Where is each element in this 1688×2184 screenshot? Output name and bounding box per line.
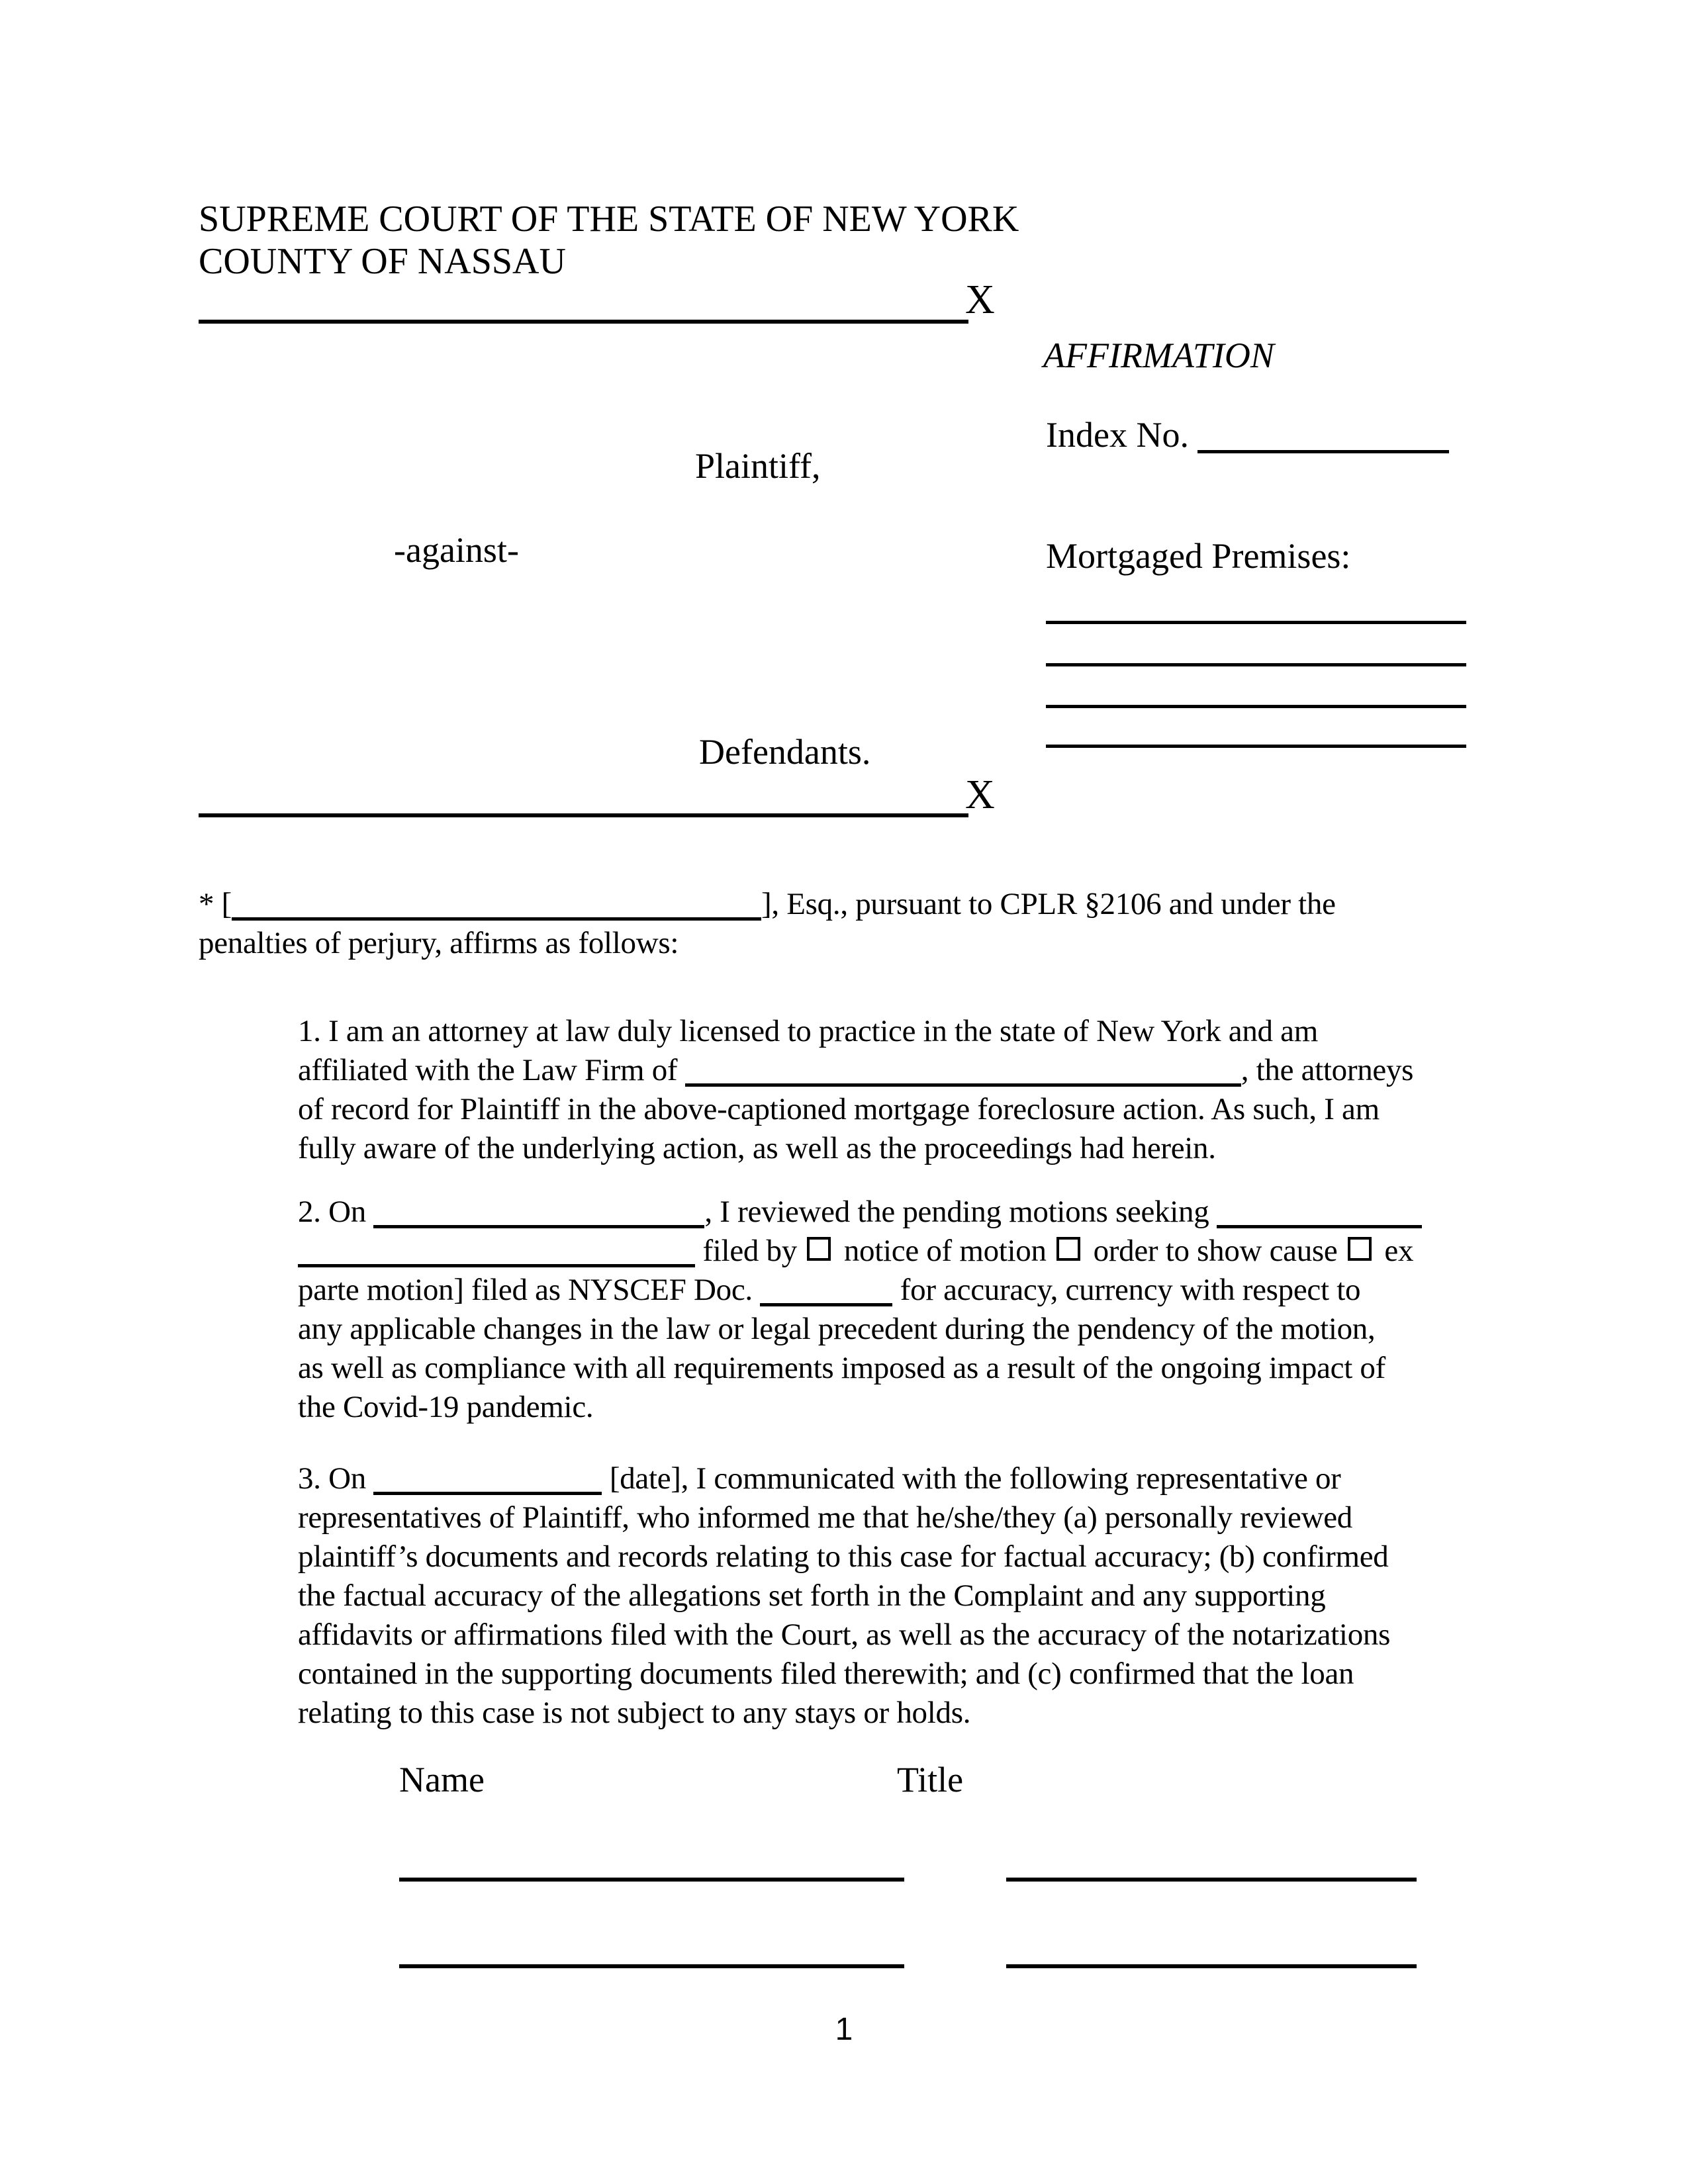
rep-title-line[interactable]: [1006, 1964, 1417, 1968]
caption-rule-top: [199, 320, 968, 324]
index-no-line: Index No.: [1046, 414, 1449, 455]
rep-name-line[interactable]: [399, 1964, 904, 1968]
paragraph-3: 3. On [date], I communicated with the following representative or representatives of Plaintiff, who informed me that he/she/they (a) personally reviewed plaintiff’s documents and records relating to this case for factual accuracy; (b) confirmed the factual accuracy of the allegations set forth in the Complaint and any supporting affidavits or affirmations filed with the Court, as well as the accuracy of the notarizations contained in the supporting documents filed therewith; and (c) confirmed that the loan relating to this case is not subject to any stays or holds.: [298, 1461, 1391, 1730]
premises-blank-line[interactable]: [1046, 621, 1466, 624]
premises-blank-line[interactable]: [1046, 705, 1466, 708]
caption-rule-bottom: [199, 813, 968, 817]
plaintiff-label: Plaintiff,: [695, 446, 821, 486]
premises-blank-line[interactable]: [1046, 663, 1466, 666]
fill-in-blank[interactable]: [298, 1256, 695, 1267]
premises-blank-line[interactable]: [1046, 745, 1466, 748]
checkbox[interactable]: [807, 1237, 831, 1261]
fill-in-blank[interactable]: [1197, 442, 1449, 453]
rep-name-line[interactable]: [399, 1878, 904, 1882]
county-title: COUNTY OF NASSAU: [199, 241, 566, 282]
name-column-header: Name: [399, 1760, 485, 1799]
fill-in-blank[interactable]: [685, 1075, 1241, 1087]
fill-in-blank[interactable]: [1217, 1217, 1422, 1228]
caption-x-bottom: X: [965, 772, 995, 817]
fill-in-blank[interactable]: [760, 1295, 892, 1306]
court-title: SUPREME COURT OF THE STATE OF NEW YORK: [199, 199, 1019, 240]
paragraph-2: 2. On , I reviewed the pending motions seeking filed by notice of motion order to show cause ex parte motion] filed as NYSCEF Doc. for accuracy, currency with respect to any applicable changes in the law or legal precedent during the pendency of the motion, as well as compliance with all requirements imposed as a result of the ongoing impact of the Covid-19 pandemic.: [298, 1193, 1622, 1427]
paragraph-1: 1. I am an attorney at law duly licensed to practice in the state of New York and am affiliated with the Law Firm of , the attorneys of record for Plaintiff in the above-captioned mortgage foreclosure action. As such, I am fully aware of the underlying action, as well as the proceedings had herein.: [298, 1014, 1414, 1165]
checkbox[interactable]: [1056, 1237, 1080, 1261]
opening-paragraph: * [ ], Esq., pursuant to CPLR §2106 and under the penalties of perjury, affirms as follows:: [199, 887, 1336, 960]
title-column-header: Title: [897, 1760, 964, 1799]
caption-x-top: X: [965, 277, 995, 322]
page-number: 1: [835, 2012, 853, 2047]
fill-in-blank[interactable]: [373, 1484, 602, 1495]
rep-title-line[interactable]: [1006, 1878, 1417, 1882]
against-label: -against-: [394, 530, 519, 570]
affirmation-title: AFFIRMATION: [1043, 336, 1274, 375]
mortgaged-premises-label: Mortgaged Premises:: [1046, 536, 1351, 576]
checkbox[interactable]: [1348, 1237, 1372, 1261]
fill-in-blank[interactable]: [232, 909, 761, 921]
defendants-label: Defendants.: [699, 732, 871, 772]
fill-in-blank[interactable]: [373, 1217, 704, 1228]
